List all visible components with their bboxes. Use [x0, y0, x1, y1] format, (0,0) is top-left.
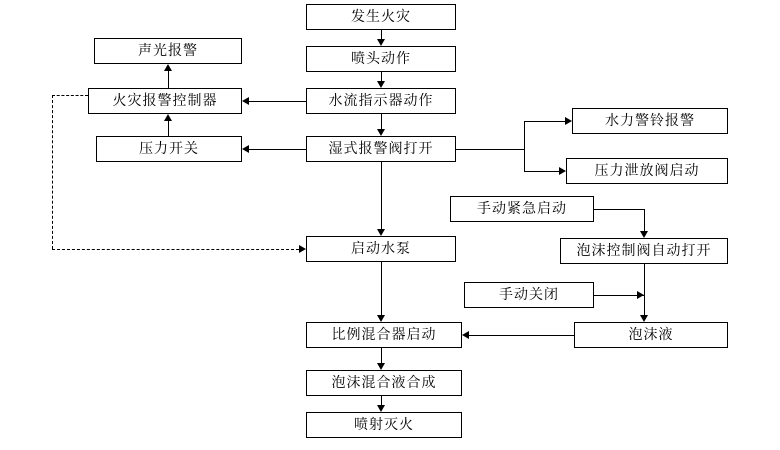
node-label: 火灾报警控制器	[112, 93, 218, 109]
node-foam-control-valve-auto[interactable]	[560, 238, 728, 264]
node-label: 喷射灭火	[354, 417, 414, 433]
arrow-trunk-to-pressure-relief	[559, 167, 566, 175]
node-label: 压力泄放阀启动	[594, 163, 700, 179]
node-label: 发生火灾	[351, 9, 411, 25]
edge-controller-to-audible-alarm	[168, 71, 169, 88]
arrow-manual-close-to-foam-liquid	[637, 291, 644, 299]
node-foam-mixture-formed[interactable]	[306, 370, 462, 396]
node-label: 比例混合器启动	[331, 327, 437, 343]
edge-trunk-to-pressure-relief	[524, 171, 559, 172]
node-label: 启动水泵	[351, 241, 411, 257]
node-label: 泡沫控制阀自动打开	[576, 243, 712, 259]
node-audible-visual-alarm[interactable]	[94, 38, 242, 64]
edge-trunk-to-water-gong	[524, 121, 565, 122]
arrow-trunk-to-water-gong	[565, 117, 572, 125]
arrow-wet-valve-to-pump	[377, 229, 385, 236]
edge-foam-valve-to-foam-liquid	[644, 264, 645, 315]
edge-manual-start-to-foam-valve-v	[644, 209, 645, 231]
node-wet-alarm-valve[interactable]	[306, 136, 456, 162]
arrow-controller-to-pump-dashed	[299, 245, 306, 253]
edge-wet-valve-right-trunk	[456, 149, 524, 150]
node-fire-alarm-controller[interactable]	[88, 88, 242, 114]
edge-sprinkler-to-flow-indicator	[381, 72, 382, 81]
arrow-sprinkler-to-flow-indicator	[377, 81, 385, 88]
arrow-pump-to-proportioner	[377, 315, 385, 322]
arrow-foam-valve-to-foam-liquid	[640, 315, 648, 322]
node-fire-occurs[interactable]	[306, 4, 456, 30]
node-water-gong-alarm[interactable]	[572, 108, 728, 134]
edge-mixture-to-spray	[381, 396, 382, 405]
node-proportioner-start[interactable]	[306, 322, 462, 348]
node-start-pump[interactable]	[306, 236, 456, 262]
arrow-flow-indicator-to-wet-valve	[377, 129, 385, 136]
edge-proportioner-to-mixture	[381, 348, 382, 363]
node-label: 手动紧急启动	[477, 201, 567, 217]
node-pressure-relief-valve[interactable]	[566, 158, 728, 184]
edge-fire-to-sprinkler	[381, 30, 382, 39]
edge-controller-to-pump-dashed-side	[52, 95, 53, 249]
node-manual-close[interactable]	[464, 282, 594, 308]
arrow-foam-liquid-to-proportioner	[462, 331, 469, 339]
node-spray-extinguish[interactable]	[306, 412, 462, 438]
arrow-mixture-to-spray	[377, 405, 385, 412]
edge-wet-valve-right-riser	[524, 121, 525, 171]
arrow-pressure-switch-to-controller	[164, 114, 172, 121]
node-label: 水流指示器动作	[328, 93, 434, 109]
edge-foam-liquid-to-proportioner	[469, 335, 574, 336]
node-label: 手动关闭	[499, 287, 559, 303]
node-label: 喷头动作	[351, 51, 411, 67]
arrow-flow-indicator-to-controller	[242, 97, 249, 105]
node-sprinkler-action[interactable]	[306, 46, 456, 72]
arrow-fire-to-sprinkler	[377, 39, 385, 46]
edge-pump-to-proportioner	[381, 262, 382, 315]
node-foam-liquid[interactable]	[574, 322, 728, 348]
edge-flow-indicator-to-controller	[249, 101, 306, 102]
edge-controller-to-pump-dashed-bottom	[52, 249, 299, 250]
node-label: 压力开关	[139, 141, 199, 157]
node-label: 声光报警	[138, 43, 198, 59]
node-label: 湿式报警阀打开	[328, 141, 434, 157]
edge-wet-valve-to-pressure-switch	[249, 149, 306, 150]
edge-manual-start-to-foam-valve-h	[594, 209, 644, 210]
arrow-manual-start-to-foam-valve	[640, 231, 648, 238]
node-flow-indicator[interactable]	[306, 88, 456, 114]
edge-controller-to-pump-dashed-top	[52, 95, 88, 96]
node-label: 泡沫液	[628, 327, 674, 343]
arrow-controller-to-audible-alarm	[164, 64, 172, 71]
arrow-proportioner-to-mixture	[377, 363, 385, 370]
node-manual-emergency-start[interactable]	[450, 196, 594, 222]
node-pressure-switch[interactable]	[96, 136, 242, 162]
arrow-wet-valve-to-pressure-switch	[242, 145, 249, 153]
edge-pressure-switch-to-controller	[168, 121, 169, 136]
edge-wet-valve-to-pump	[381, 162, 382, 229]
node-label: 泡沫混合液合成	[331, 375, 437, 391]
edge-flow-indicator-to-wet-valve	[381, 114, 382, 129]
node-label: 水力警铃报警	[605, 113, 695, 129]
